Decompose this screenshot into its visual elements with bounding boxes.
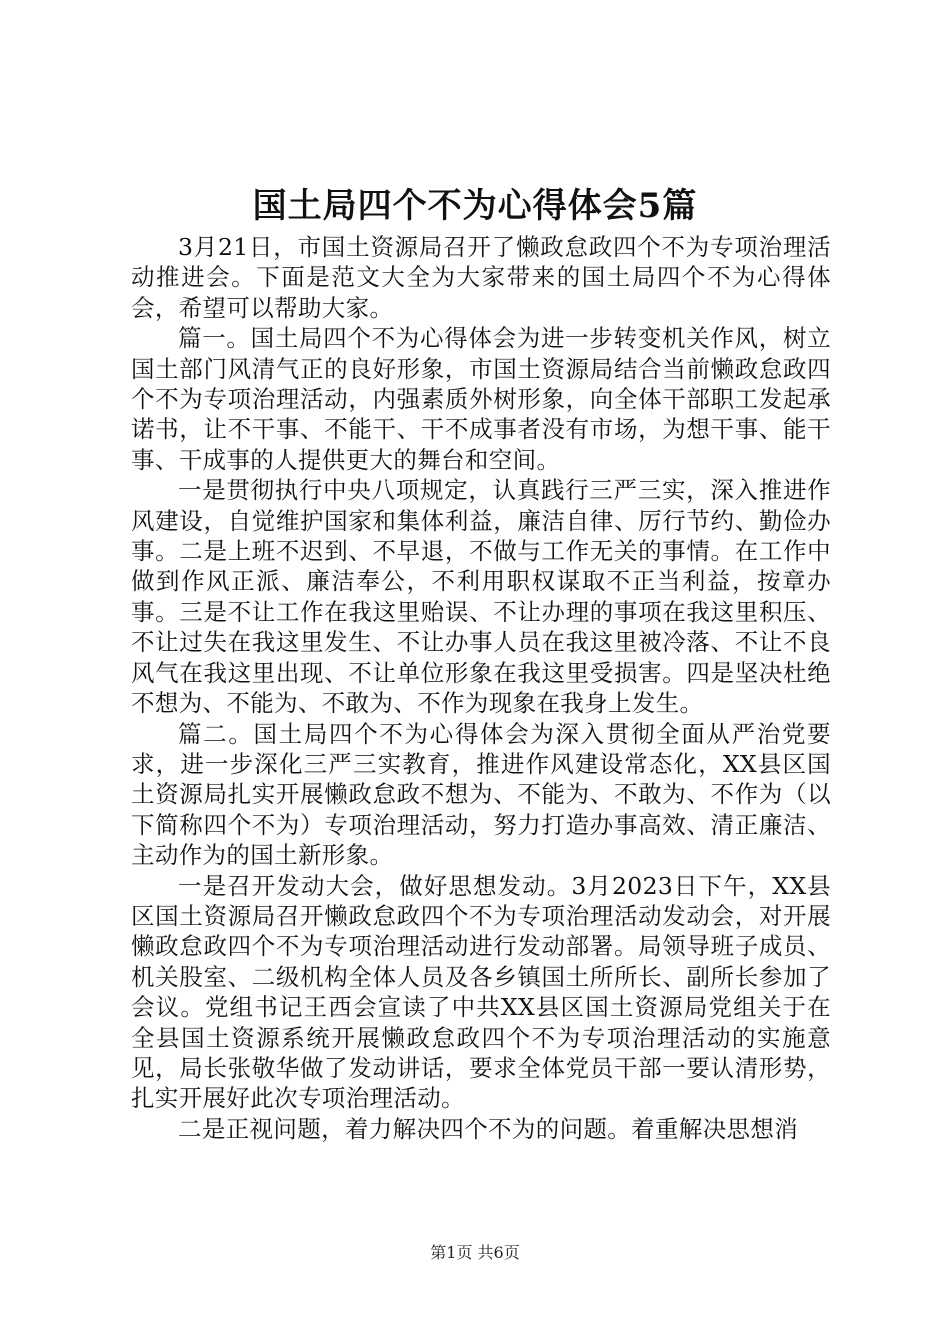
document-body bbox=[131, 232, 831, 1144]
paragraph-part-two: 篇二。国土局四个不为心得体会为深入贯彻全面从严治党要求，进一步深化三严三实教育，推进作风建设常态化，XX县区国土资源局扎实开展懒政怠政不想为、不能为、不敢为、不作为（以下简称四个不为）专项治理活动，努力打造办事高效、清正廉洁、主动作为的国土新形象。 bbox=[131, 719, 831, 870]
paragraph-intro: 3月21日，市国土资源局召开了懒政怠政四个不为专项治理活动推进会。下面是范文大全为大家带来的国土局四个不为心得体会，希望可以帮助大家。 bbox=[131, 233, 831, 322]
paragraph-part-two-meeting: 一是召开发动大会，做好思想发动。3月2023日下午，XX县区国土资源局召开懒政怠政四个不为专项治理活动发动会，对开展懒政怠政四个不为专项治理活动进行发动部署。局领导班子成员、机关股室、二级机构全体人员及各乡镇国土所所长、副所长参加了会议。党组书记王西会宣读了中共XX县区国土资源局党组关于在全县国土资源系统开展懒政怠政四个不为专项治理活动的实施意见，局长张敬华做了发动讲话，要求全体党员干部一要认清形势，扎实开展好此次专项治理活动。 bbox=[131, 871, 831, 1113]
page-number-footer: 第1页 共6页 bbox=[430, 1243, 520, 1262]
paragraph-part-one-points: 一是贯彻执行中央八项规定，认真践行三严三实，深入推进作风建设，自觉维护国家和集体利益，廉洁自律、厉行节约、勤俭办事。二是上班不迟到、不早退，不做与工作无关的事情。在工作中做到作风正派、廉洁奉公，不利用职权谋取不正当利益，按章办事。三是不让工作在我这里贻误、不让办理的事项在我这里积压、不让过失在我这里发生、不让办事人员在我这里被冷落、不让不良风气在我这里出现、不让单位形象在我这里受损害。四是坚决杜绝不想为、不能为、不敢为、不作为现象在我身上发生。 bbox=[131, 476, 831, 718]
paragraph-part-two-problems: 二是正视问题，着力解决四个不为的问题。着重解决思想消 bbox=[178, 1114, 799, 1143]
paragraph-part-one: 篇一。国土局四个不为心得体会为进一步转变机关作风，树立国土部门风清气正的良好形象，市国土资源局结合当前懒政怠政四个不为专项治理活动，内强素质外树形象，向全体干部职工发起承诺书，让不干事、不能干、干不成事者没有市场，为想干事、能干事、干成事的人提供更大的舞台和空间。 bbox=[131, 324, 831, 474]
document-title: 国土局四个不为心得体会5篇 bbox=[252, 186, 698, 226]
